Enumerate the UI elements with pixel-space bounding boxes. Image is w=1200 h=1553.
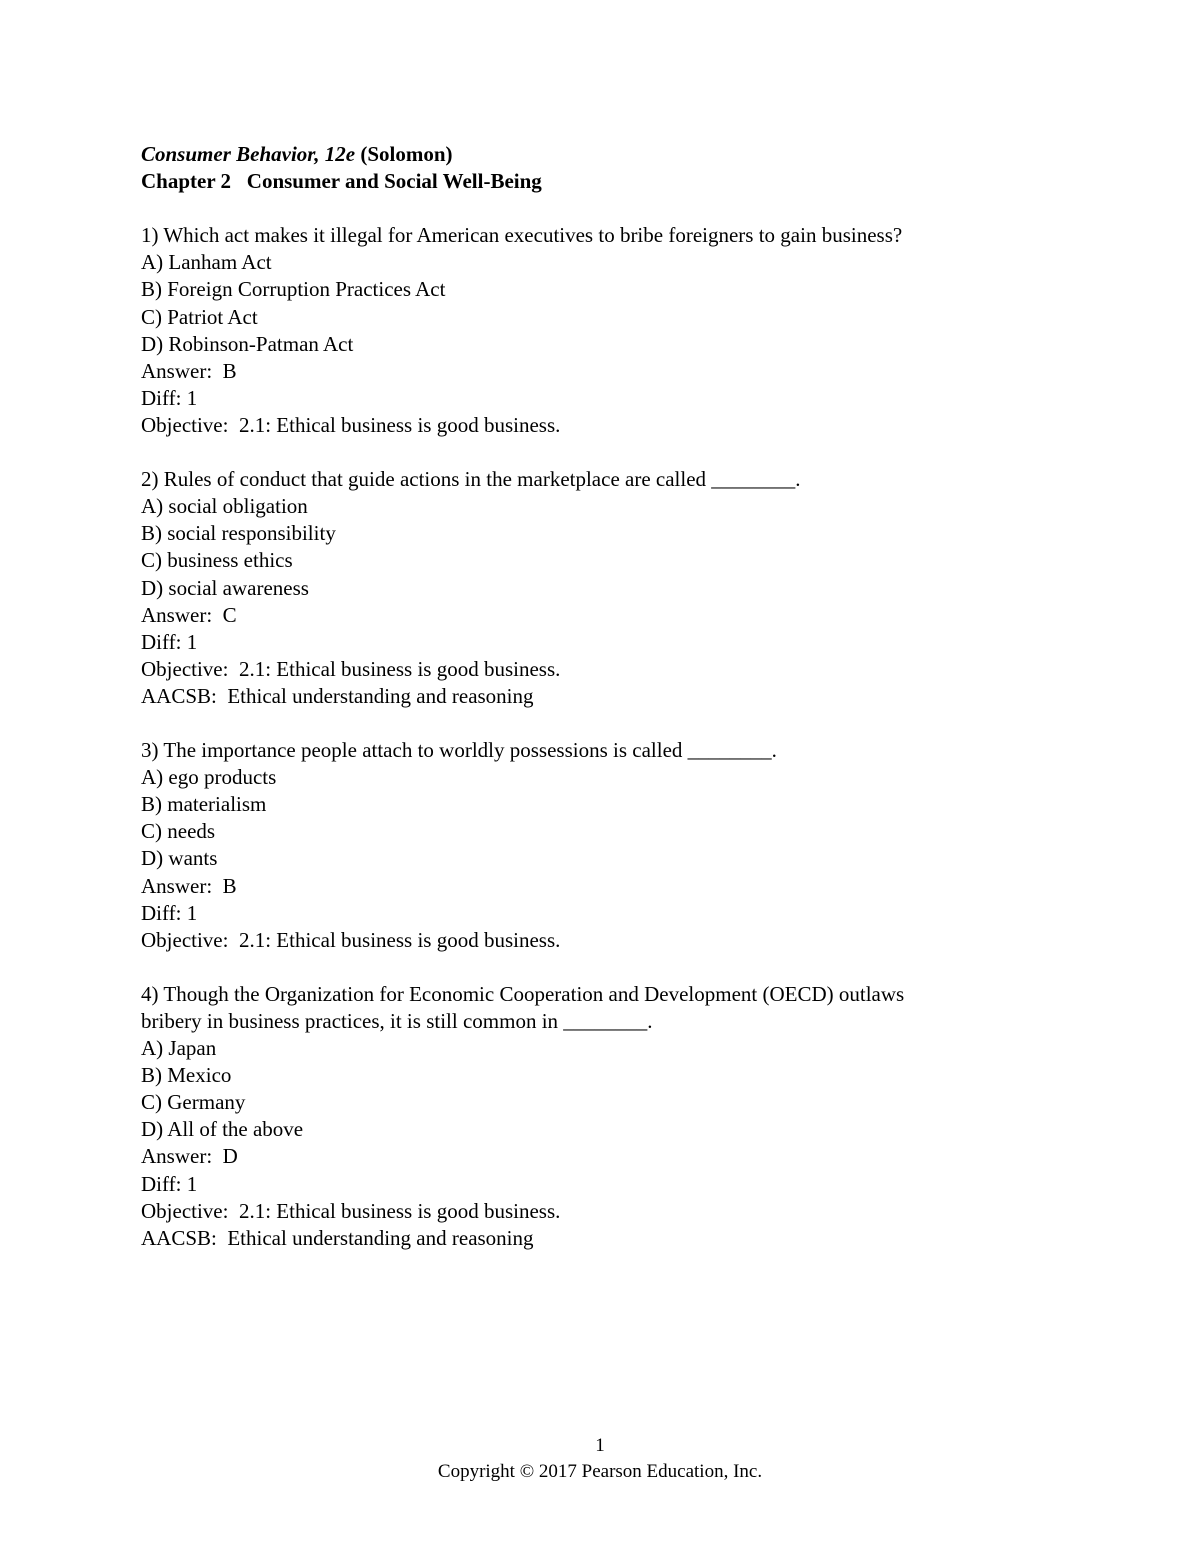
chapter-label: Chapter 2 xyxy=(141,169,232,194)
question-4 xyxy=(141,981,1041,1252)
chapter-title: Consumer and Social Well-Being xyxy=(246,169,542,194)
answer: Answer: D xyxy=(141,1144,238,1169)
option-b: B) social responsibility xyxy=(141,521,336,546)
difficulty: Diff: 1 xyxy=(141,900,198,925)
copyright-notice: Copyright © 2017 Pearson Education, Inc. xyxy=(437,1461,763,1482)
answer: Answer: B xyxy=(141,358,237,383)
question-1 xyxy=(141,222,1041,439)
chapter-heading xyxy=(141,168,1041,195)
aacsb: AACSB: Ethical understanding and reasoning xyxy=(141,683,534,708)
option-c: C) business ethics xyxy=(141,548,293,573)
difficulty: Diff: 1 xyxy=(141,629,198,654)
difficulty: Diff: 1 xyxy=(141,385,198,410)
book-author: (Solomon) xyxy=(360,142,453,166)
spacer xyxy=(141,710,1041,737)
question-stem: 1) Which act makes it illegal for American executives to bribe foreigners to gain business? xyxy=(141,223,903,248)
question-3 xyxy=(141,737,1041,954)
option-a: A) social obligation xyxy=(141,494,308,519)
difficulty: Diff: 1 xyxy=(141,1171,198,1196)
option-b: B) Mexico xyxy=(141,1063,232,1088)
option-a: A) Japan xyxy=(141,1036,217,1061)
option-b: B) materialism xyxy=(141,792,267,817)
option-c: C) Germany xyxy=(141,1090,246,1115)
option-a: A) Lanham Act xyxy=(141,250,272,275)
objective: Objective: 2.1: Ethical business is good business. xyxy=(141,1198,561,1223)
book-title: Consumer Behavior, 12e xyxy=(141,142,356,166)
objective: Objective: 2.1: Ethical business is good business. xyxy=(141,927,561,952)
aacsb: AACSB: Ethical understanding and reasoning xyxy=(141,1225,534,1250)
question-stem-continued: bribery in business practices, it is still common in ________. xyxy=(141,1009,653,1033)
option-d: D) wants xyxy=(141,846,218,871)
answer: Answer: C xyxy=(141,602,237,627)
page-number: 1 xyxy=(595,1435,605,1456)
question-stem: 2) Rules of conduct that guide actions in the marketplace are called ________. xyxy=(141,467,801,492)
option-b: B) Foreign Corruption Practices Act xyxy=(141,277,446,302)
spacer xyxy=(141,954,1041,981)
option-d: D) Robinson-Patman Act xyxy=(141,331,354,356)
book-title-line xyxy=(141,141,1041,168)
document-page xyxy=(141,141,1041,1252)
question-stem: 3) The importance people attach to worldly possessions is called ________. xyxy=(141,738,777,763)
option-d: D) social awareness xyxy=(141,575,309,600)
spacer xyxy=(141,439,1041,466)
spacer xyxy=(141,195,1041,222)
answer: Answer: B xyxy=(141,873,237,898)
question-2 xyxy=(141,466,1041,710)
option-d: D) All of the above xyxy=(141,1117,304,1142)
option-a: A) ego products xyxy=(141,765,277,790)
option-c: C) Patriot Act xyxy=(141,304,258,329)
option-c: C) needs xyxy=(141,819,216,844)
objective: Objective: 2.1: Ethical business is good business. xyxy=(141,656,561,681)
question-stem: 4) Though the Organization for Economic Cooperation and Development (OECD) outlaws xyxy=(141,981,905,1006)
objective: Objective: 2.1: Ethical business is good business. xyxy=(141,412,561,437)
